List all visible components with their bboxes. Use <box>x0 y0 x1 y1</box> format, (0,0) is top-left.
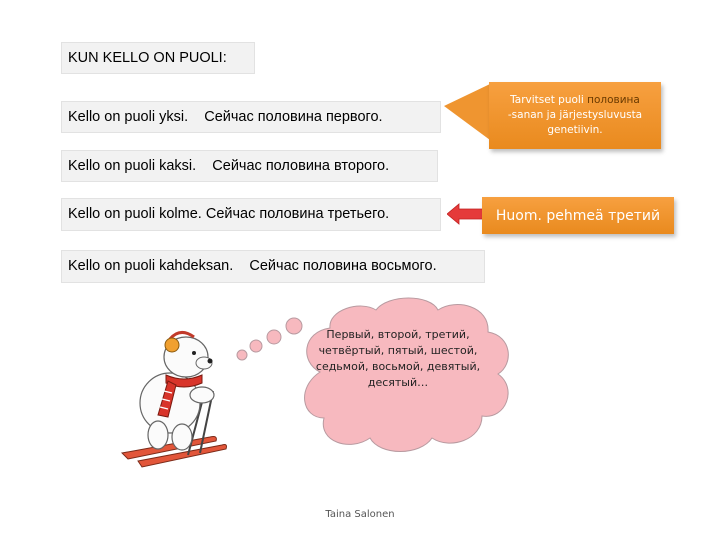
soft-sign-note-text: Huom. pehmeä третий <box>495 207 661 224</box>
heading-text: KUN KELLO ON PUOLI: <box>68 49 227 66</box>
finnish-phrase: Kello on puoli kaksi. <box>68 157 197 174</box>
note-suffix: -sanan ja järjestysluvusta genetiivin. <box>507 108 643 137</box>
heading-box <box>61 42 255 74</box>
genitive-note <box>489 82 661 149</box>
phrase-row-kaksi <box>61 150 438 182</box>
russian-phrase: Сейчас половина третьего. <box>205 206 390 223</box>
russian-phrase: Сейчас половина второго. <box>212 157 390 174</box>
note-highlight-word: половина <box>587 93 640 106</box>
russian-phrase: Сейчас половина восьмого. <box>249 258 437 275</box>
note-pointer-shape <box>442 84 492 140</box>
finnish-phrase: Kello on puoli kahdeksan. <box>68 258 234 275</box>
author-credit: Taina Salonen <box>325 509 395 520</box>
left-arrow-icon <box>447 203 485 225</box>
phrase-row-kolme <box>61 198 441 231</box>
note-prefix: Tarvitset puoli <box>510 93 588 106</box>
ordinal-numbers-text: Первый, второй, третий, четвёртый, пятый, шестой, седьмой, восьмой, девятый, десятый… <box>315 328 481 389</box>
finnish-phrase: Kello on puoli kolme. <box>68 206 202 223</box>
phrase-row-kahdeksan <box>61 250 485 283</box>
soft-sign-note <box>482 197 674 234</box>
phrase-row-yksi <box>61 101 441 133</box>
finnish-phrase: Kello on puoli yksi. <box>68 108 189 125</box>
russian-phrase: Сейчас половина первого. <box>204 108 383 125</box>
skiing-polar-bear-illustration <box>118 325 228 470</box>
